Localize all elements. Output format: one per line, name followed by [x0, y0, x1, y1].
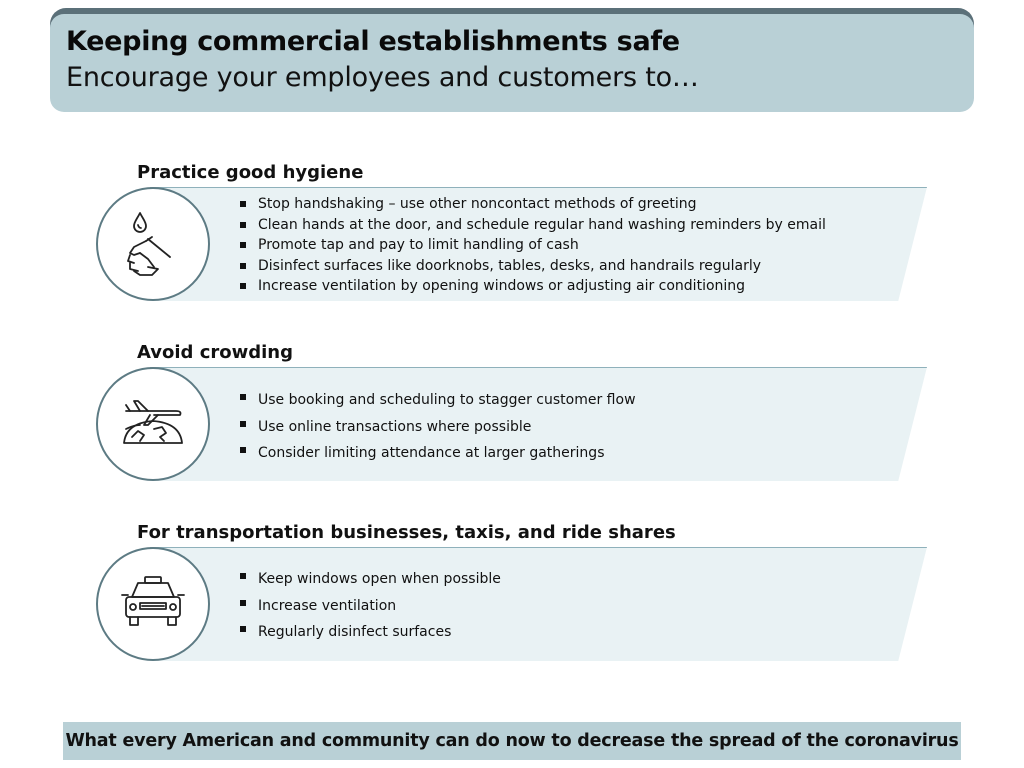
- hand-hygiene-icon: [96, 187, 210, 301]
- taxi-icon: [96, 547, 210, 661]
- list-item: Increase ventilation: [238, 593, 501, 620]
- list-item: Promote tap and pay to limit handling of cash: [238, 235, 826, 256]
- header-banner: [50, 14, 974, 112]
- list-item: Regularly disinfect surfaces: [238, 619, 501, 646]
- hygiene-list: [238, 194, 826, 297]
- airplane-globe-icon: [96, 367, 210, 481]
- transportation-list: [238, 566, 501, 646]
- page-title: Keeping commercial establishments safe: [66, 26, 680, 57]
- footer-text: What every American and community can do now to decrease the spread of the coronavirus: [65, 731, 959, 751]
- list-item: Keep windows open when possible: [238, 566, 501, 593]
- section-title-crowding: Avoid crowding: [137, 342, 294, 363]
- list-item: Clean hands at the door, and schedule regular hand washing reminders by email: [238, 215, 826, 236]
- list-item: Increase ventilation by opening windows or adjusting air conditioning: [238, 276, 826, 297]
- section-title-transportation: For transportation businesses, taxis, and ride shares: [137, 522, 676, 543]
- list-item: Use booking and scheduling to stagger customer flow: [238, 387, 636, 414]
- page-subtitle: Encourage your employees and customers to…: [66, 62, 699, 93]
- list-item: Disinfect surfaces like doorknobs, tables, desks, and handrails regularly: [238, 256, 826, 277]
- section-title-hygiene: Practice good hygiene: [137, 162, 364, 183]
- footer-banner: [63, 722, 961, 760]
- crowding-list: [238, 387, 636, 467]
- list-item: Consider limiting attendance at larger gatherings: [238, 440, 636, 467]
- list-item: Stop handshaking – use other noncontact methods of greeting: [238, 194, 826, 215]
- list-item: Use online transactions where possible: [238, 414, 636, 441]
